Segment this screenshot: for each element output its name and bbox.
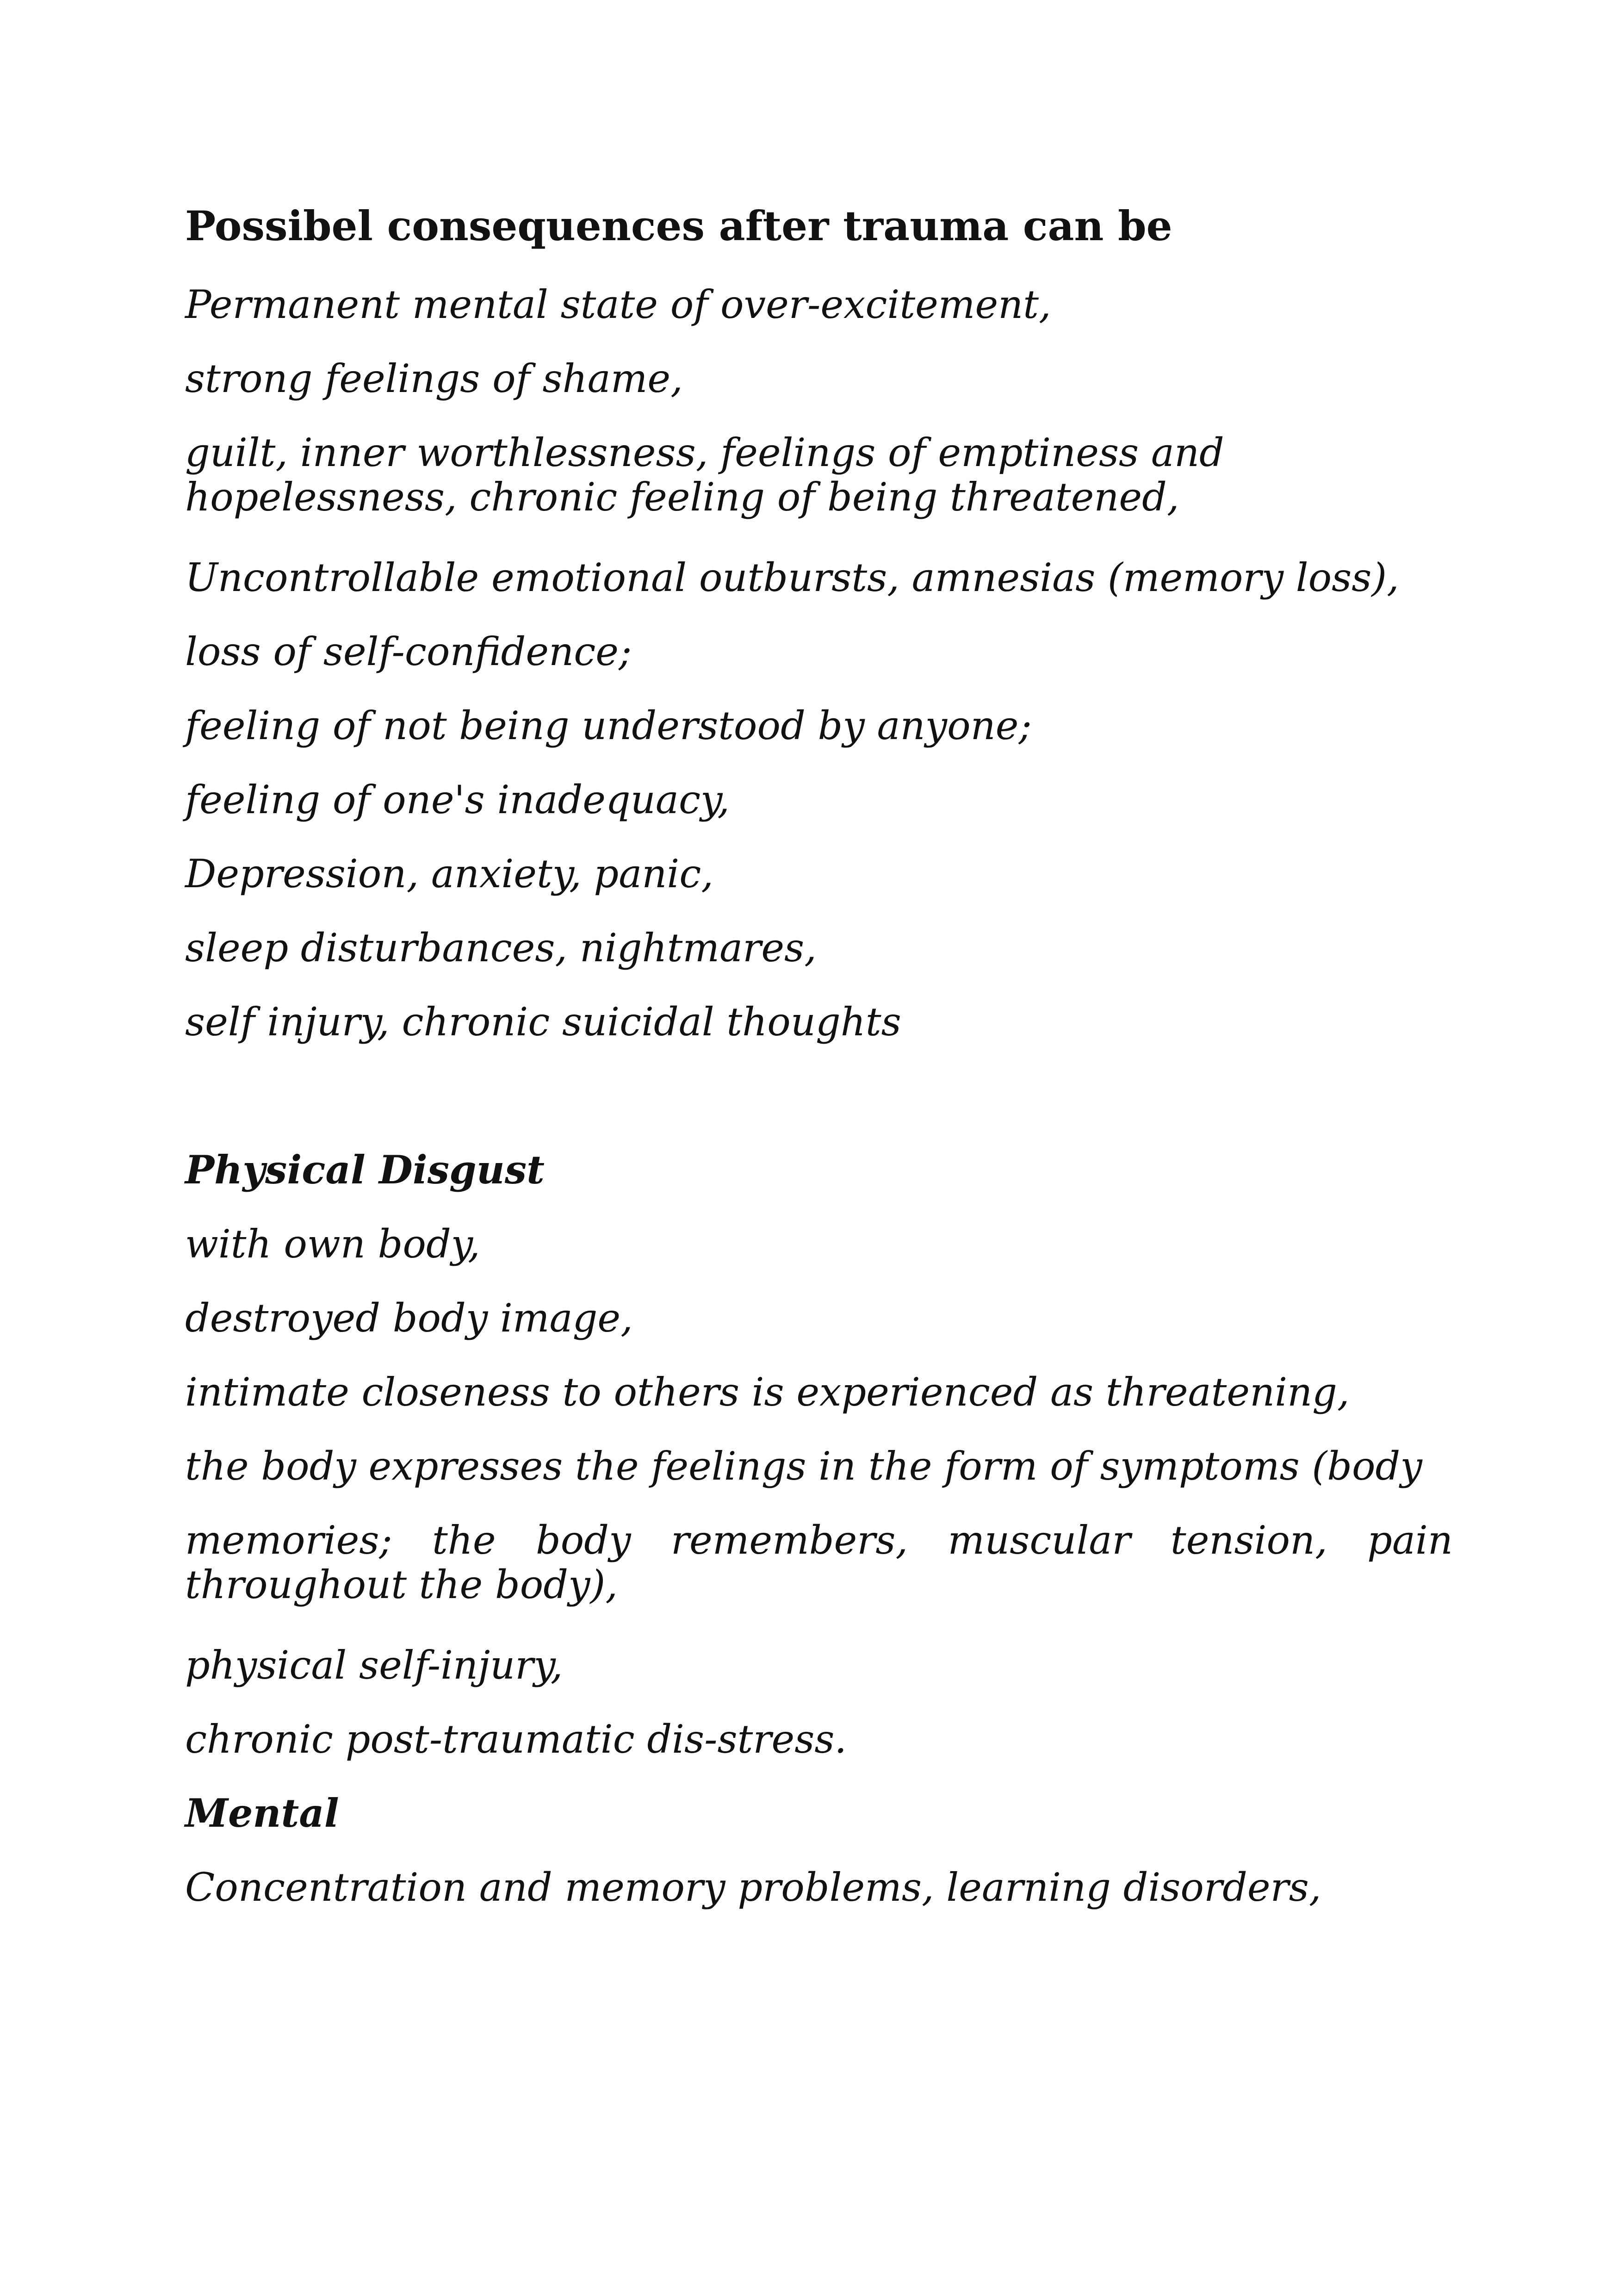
physical-line: chronic post-traumatic dis-stress. bbox=[185, 1717, 847, 1762]
page-title: Possibel consequences after trauma can be bbox=[185, 202, 1172, 250]
section-heading-mental: Mental bbox=[185, 1790, 339, 1836]
section-heading-physical: Physical Disgust bbox=[185, 1147, 545, 1193]
physical-line: memories; the body remembers, muscular tension, pain throughout the body), bbox=[185, 1518, 1453, 1607]
physical-line: physical self-injury, bbox=[185, 1643, 563, 1688]
physical-line: the body expresses the feelings in the form of symptoms (body bbox=[185, 1444, 1422, 1489]
physical-line: with own body, bbox=[185, 1221, 480, 1267]
consequence-line: Permanent mental state of over-excitement, bbox=[185, 282, 1051, 327]
consequence-line: Uncontrollable emotional outbursts, amnesias (memory loss), bbox=[185, 555, 1399, 600]
consequence-line: self injury, chronic suicidal thoughts bbox=[185, 999, 901, 1045]
consequence-line: Depression, anxiety, panic, bbox=[185, 851, 713, 896]
consequence-line: strong feelings of shame, bbox=[185, 356, 683, 401]
consequence-line: feeling of one's inadequacy, bbox=[185, 777, 730, 822]
consequence-line: loss of self-confidence; bbox=[185, 629, 632, 674]
physical-line: intimate closeness to others is experienced as threatening, bbox=[185, 1369, 1350, 1415]
mental-line: Concentration and memory problems, learning disorders, bbox=[185, 1865, 1321, 1910]
consequence-line: sleep disturbances, nightmares, bbox=[185, 925, 817, 971]
consequence-line: feeling of not being understood by anyone; bbox=[185, 703, 1032, 748]
physical-line: destroyed body image, bbox=[185, 1295, 633, 1341]
consequence-line: guilt, inner worthlessness, feelings of emptiness and hopelessness, chronic feeling of being threatened, bbox=[185, 430, 1224, 520]
